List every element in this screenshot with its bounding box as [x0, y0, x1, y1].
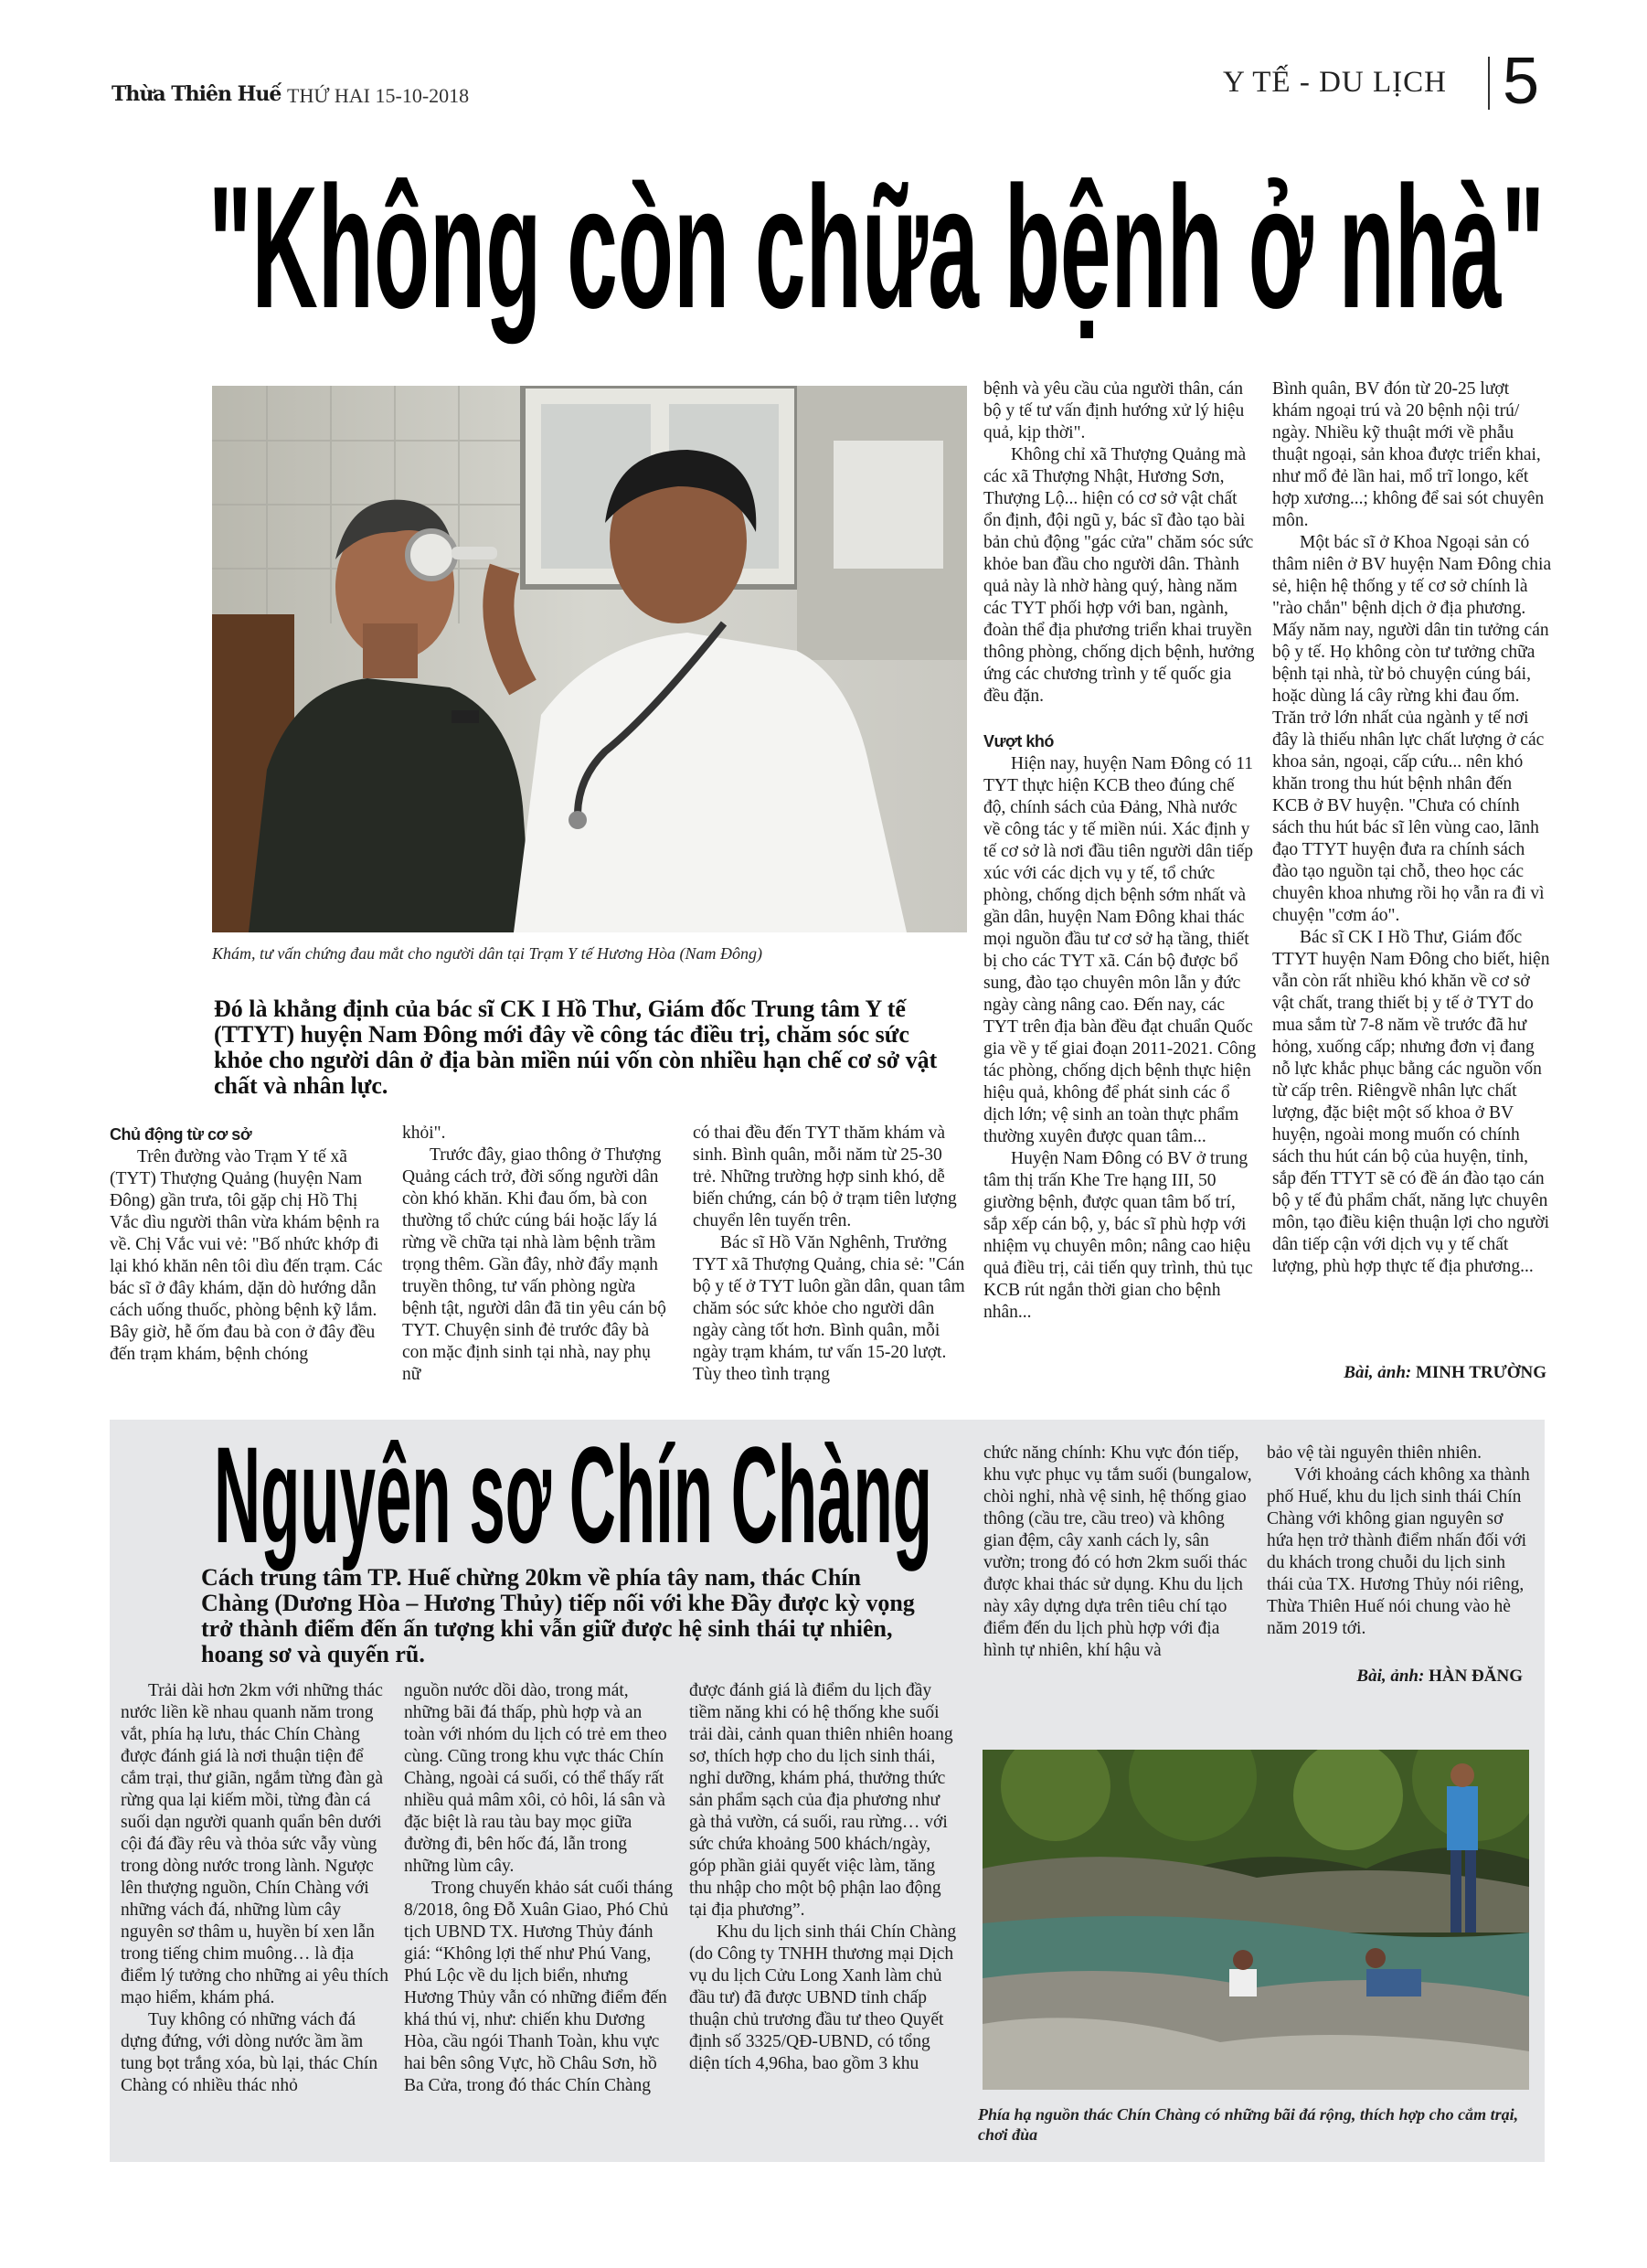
byline-label: Bài, ảnh: — [1356, 1666, 1425, 1686]
paragraph: Với khoảng cách không xa thành phố Huế, khu du lịch sinh thái Chín Chàng với không gian nguyên sơ hứa hẹn trở thành điểm nhấn đối với du khách trong chuỗi du lịch sinh thái của TX. Hương Thủy nói riêng, Thừa Thiên Huế nói chung vào hè năm 2019 tới. — [1267, 1465, 1530, 1638]
paragraph: Bác sĩ CK I Hồ Thư, Giám đốc TTYT huyện Nam Đông cho biết, hiện vẫn còn rất nhiều khó khăn về cơ sở vật chất, trang thiết bị y tế ở TYT do mua sắm từ 7-8 năm về trước đã hư hỏng, xuống cấp; nhưng đơn vị đang nỗ lực khắc phục bằng các nguồn vốn từ cấp trên. Riêngvề nhân lực chất lượng, đặc biệt một số khoa ở BV huyện, ngoài mong muốn có chính sách thu hút cán bộ của huyện, tỉnh, sắp đến TTYT sẽ có đề án đào tạo cán bộ y tế đủ phẩm chất, năng lực chuyên môn, tạo điều kiện thuận lợi cho người dân tiếp cận với dịch vụ y tế chất lượng, phù hợp thực tế địa phương... — [1272, 928, 1550, 1276]
paragraph: chức năng chính: Khu vực đón tiếp, khu vực phục vụ tắm suối (bungalow, chòi nghỉ, nhà vệ sinh, hệ thống giao thông (cầu tre, cầu treo) và không gian đệm, cây xanh cách ly, sân vườn; trong đó có hơn 2km suối thác được khai thác sử dụng. Khu du lịch này xây dựng dựa trên tiêu chí tạo điểm đến du lịch phù hợp với địa hình tự nhiên, khí hậu và — [983, 1443, 1252, 1660]
article2-column-3 — [689, 1680, 960, 2075]
clinic-photo-image — [212, 386, 967, 932]
paragraph: Một bác sĩ ở Khoa Ngoại sản có thâm niên ở BV huyện Nam Đông chia sẻ, hiện hệ thống y tế cơ sở chính là "rào chắn" bệnh dịch ở địa phương. Mấy năm nay, người dân tin tưởng cán bộ y tế. Họ không còn tư tưởng chữa bệnh tại nhà, từ bỏ chuyện cúng bái, hoặc dùng lá cây rừng khi đau ốm. Trăn trở lớn nhất của ngành y tế nơi đây là thiếu nhân lực chất lượng ở các khoa sản, ngoại, cấp cứu... nên khó khăn trong thu hút bệnh nhân đến KCB ở BV huyện. "Chưa có chính sách thu hút bác sĩ lên vùng cao, lãnh đạo TTYT huyện đưa ra chính sách đào tạo nguồn tại chỗ, theo học các chuyên khoa nhưng rồi họ vẫn ra đi vì chuyện "cơm áo". — [1272, 533, 1552, 925]
article2-column-4 — [983, 1443, 1254, 1662]
paragraph: Bình quân, BV đón từ 20-25 lượt khám ngoại trú và 20 bệnh nội trú/ ngày. Nhiều kỹ thuật mới về phẫu thuật ngoại, sản khoa được triển khai, như mổ đẻ lần hai, mổ trĩ longo, kết hợp xương...; không để sai sót chuyên môn. — [1272, 379, 1545, 530]
issue-date: THỨ HAI 15-10-2018 — [287, 84, 470, 107]
subheading: Chủ động từ cơ sở — [110, 1125, 252, 1144]
article2-title: Nguyên sơ Chín Chàng — [214, 1418, 933, 1571]
paragraph: Trải dài hơn 2km với những thác nước liền kề nhau quanh năm trong vắt, phía hạ lưu, thác Chín Chàng được đánh giá là nơi thuận tiện để cắm trại, thư giãn, ngắm từng đàn gà rừng qua lại kiếm mồi, từng đàn cá suối dạn người quanh quẩn bên dưới cội đá đầy rêu và thỏa sức vẫy vùng trong dòng nước trong lành. Ngược lên thượng nguồn, Chín Chàng với những vách đá, những lùm cây nguyên sơ thâm u, huyền bí xen lẫn trong tiếng chim muông… là địa điểm lý tưởng cho những ai yêu thích mạo hiểm, khám phá. — [121, 1681, 389, 2007]
article1-column-3 — [693, 1123, 967, 1386]
newspaper-name: Thừa Thiên Huế — [112, 82, 282, 106]
article2-column-1 — [121, 1680, 389, 2097]
byline-author: MINH TRƯỜNG — [1415, 1363, 1546, 1382]
paragraph: được đánh giá là điểm du lịch đầy tiềm năng khi có hệ thống khe suối trải dài, cảnh quan thiên nhiên hoang sơ, thích hợp cho du lịch sinh thái, nghỉ dưỡng, khám phá, thưởng thức sản phẩm sạch của địa phương như gà thả vườn, cá suối, rau rừng… với sức chứa khoảng 500 khách/ngày, góp phần giải quyết việc làm, tăng thu nhập cho một bộ phận lao động tại địa phương”. — [689, 1681, 953, 1920]
paragraph: bảo vệ tài nguyên thiên nhiên. — [1267, 1443, 1482, 1463]
article2-column-5 — [1267, 1443, 1534, 1640]
article2-photo-caption: Phía hạ nguồn thác Chín Chàng có những bãi đá rộng, thích hợp cho cắm trại, chơi đùa — [978, 2105, 1519, 2144]
header-divider — [1488, 57, 1490, 110]
subheading: Vượt khó — [983, 732, 1054, 751]
article-title: "Không còn chữa bệnh ở nhà" — [208, 151, 1546, 345]
article-photo-clinic — [212, 386, 967, 932]
paragraph: Tuy không có những vách đá dựng đứng, với dòng nước ầm ầm tung bọt trắng xóa, bù lại, thác Chín Chàng có nhiều thác nhỏ — [121, 2010, 378, 2095]
paragraph: Không chỉ xã Thượng Quảng mà các xã Thượng Nhật, Hương Sơn, Thượng Lộ... hiện có cơ sở vật chất ổn định, đội ngũ y, bác sĩ đào tạo bài bản chủ động "gác cửa" chăm sóc sức khỏe ban đầu cho người dân. Thành quả này là nhờ hàng quý, hàng năm các TYT phối hợp với ban, ngành, đoàn thể địa phương triển khai truyền thông phòng, chống dịch bệnh, hưởng ứng các chương trình y tế quốc gia đều đặn. — [983, 445, 1255, 706]
paragraph: Hiện nay, huyện Nam Đông có 11 TYT thực hiện KCB theo đúng chế độ, chính sách của Đảng, Nhà nước về công tác y tế miền núi. Xác định y tế cơ sở là nơi đầu tiên người dân tiếp xúc với các dịch vụ y tế, tổ chức phòng, chống dịch bệnh sớm nhất và gần dân, huyện Nam Đông khai thác mọi nguồn đầu tư cơ sở hạ tầng, thiết bị cho các TYT xã. Cán bộ được bổ sung, đào tạo chuyên môn lẫn y đức ngày càng nâng cao. Đến nay, các TYT trên địa bàn đều đạt chuẩn Quốc gia về y tế giai đoạn 2011-2021. Công tác phòng, chống dịch bệnh thực hiện hiệu quả, không để phát sinh các ổ dịch lớn; vệ sinh an toàn thực phẩm thường xuyên được quan tâm... — [983, 754, 1257, 1146]
page-number: 5 — [1503, 45, 1540, 118]
section-name: Y TẾ - DU LỊCH — [1223, 66, 1447, 99]
article1-byline — [1272, 1362, 1546, 1384]
paragraph: Trên đường vào Trạm Y tế xã (TYT) Thượng Quảng (huyện Nam Đông) gần trưa, tôi gặp chị Hồ Thị Vắc dìu người thân vừa khám bệnh ra về. Chị Vắc vui vẻ: "Bố nhức khớp đi lại khó khăn nên tôi dìu đến trạm. Các bác sĩ ở đây khám, dặn dò hướng dẫn cách uống thuốc, phòng bệnh kỹ lắm. Bây giờ, hễ ốm đau bà con ở đây đều đến trạm khám, bệnh chóng — [110, 1147, 383, 1364]
paragraph: khỏi". — [402, 1123, 446, 1143]
byline-label: Bài, ảnh: — [1344, 1363, 1412, 1382]
article1-column-4 — [983, 378, 1258, 1324]
article2-column-2 — [404, 1680, 676, 2097]
article2-photo-waterfall — [983, 1750, 1529, 2090]
photo-caption: Khám, tư vấn chứng đau mắt cho người dân tại Trạm Y tế Hương Hòa (Nam Đông) — [212, 944, 762, 963]
paragraph: Trong chuyến khảo sát cuối tháng 8/2018, ông Đỗ Xuân Giao, Phó Chủ tịch UBND TX. Hương Thủy đánh giá: “Không lợi thế như Phú Vang, Phú Lộc về du lịch biển, nhưng Hương Thủy vẫn có những điểm đến khá thú vị, như: chiến khu Dương Hòa, cầu ngói Thanh Toàn, khu vực hai bên sông Vực, hồ Châu Sơn, hồ Ba Cửa, trong đó thác Chín Chàng — [404, 1879, 674, 2095]
article2-byline — [1267, 1666, 1523, 1688]
byline-author: HÀN ĐĂNG — [1429, 1666, 1523, 1686]
paragraph: có thai đều đến TYT thăm khám và sinh. Bình quân, mỗi năm từ 25-30 trẻ. Những trường hợp sinh khó, dễ biến chứng, cán bộ ở trạm tiên lượng chuyển lên tuyến trên. — [693, 1123, 957, 1230]
paragraph: Trước đây, giao thông ở Thượng Quảng cách trở, đời sống người dân còn khó khăn. Khi đau ốm, bà con thường tổ chức cúng bái hoặc lấy lá rừng về chữa tại nhà làm bệnh trầm trọng thêm. Gần đây, nhờ đẩy mạnh truyền thông, tư vấn phòng ngừa bệnh tật, người dân đã tin yêu cán bộ TYT. Chuyện sinh đẻ trước đây bà con mặc định sinh tại nhà, nay phụ nữ — [402, 1145, 666, 1384]
paragraph: Bác sĩ Hồ Văn Nghênh, Trưởng TYT xã Thượng Quảng, chia sẻ: "Cán bộ y tế ở TYT luôn gần dân, quan tâm chăm sóc sức khỏe cho người dân ngày càng tốt hơn. Bình quân, mỗi ngày trạm khám, tư vấn 15-20 lượt. Tùy theo tình trạng — [693, 1233, 965, 1384]
article1-column-5 — [1272, 378, 1552, 1278]
paragraph: nguồn nước dồi dào, trong mát, những bãi đá thấp, phù hợp và an toàn với nhóm du lịch có trẻ em theo cùng. Cũng trong khu vực thác Chín Chàng, ngoài cá suối, có thể thấy rất nhiều quả mâm xôi, cỏ hôi, lá sân và đặc biệt là rau tàu bay mọc giữa đường đi, bên hốc đá, lẫn trong những lùm cây. — [404, 1681, 667, 1876]
article-lede: Đó là khẳng định của bác sĩ CK I Hồ Thư, Giám đốc Trung tâm Y tế (TTYT) huyện Nam Đông mới đây về công tác điều trị, chăm sóc sức khỏe cho người dân ở địa bàn miền núi vốn còn nhiều hạn chế cơ sở vật chất và nhân lực. — [214, 996, 938, 1099]
paragraph: Khu du lịch sinh thái Chín Chàng (do Công ty TNHH thương mại Dịch vụ du lịch Cửu Long Xanh làm chủ đầu tư) đã được UBND tỉnh chấp thuận chủ trương đầu tư theo Quyết định số 3325/QĐ-UBND, có tổng diện tích 4,96ha, bao gồm 3 khu — [689, 1922, 957, 2073]
article1-column-1 — [110, 1123, 384, 1366]
paragraph: bệnh và yêu cầu của người thân, cán bộ y tế tư vấn định hướng xử lý hiệu quả, kịp thời". — [983, 379, 1245, 442]
waterfall-photo-image — [983, 1750, 1529, 2090]
article1-column-2 — [402, 1123, 673, 1386]
paragraph: Huyện Nam Đông có BV ở trung tâm thị trấn Khe Tre hạng III, 50 giường bệnh, được quan tâm bố trí, sắp xếp cán bộ, y, bác sĩ phù hợp với nhiệm vụ chuyên môn; nâng cao hiệu quả điều trị, cải tiến quy trình, thủ tục KCB rút ngắn thời gian cho bệnh nhân... — [983, 1149, 1253, 1322]
article2-lede: Cách trung tâm TP. Huế chừng 20km về phía tây nam, thác Chín Chàng (Dương Hòa – Hương Thủy) tiếp nối với khe Đầy được kỳ vọng trở thành điểm đến ấn tượng khi vẫn giữ được hệ sinh thái tự nhiên, hoang sơ và quyến rũ. — [201, 1564, 915, 1667]
